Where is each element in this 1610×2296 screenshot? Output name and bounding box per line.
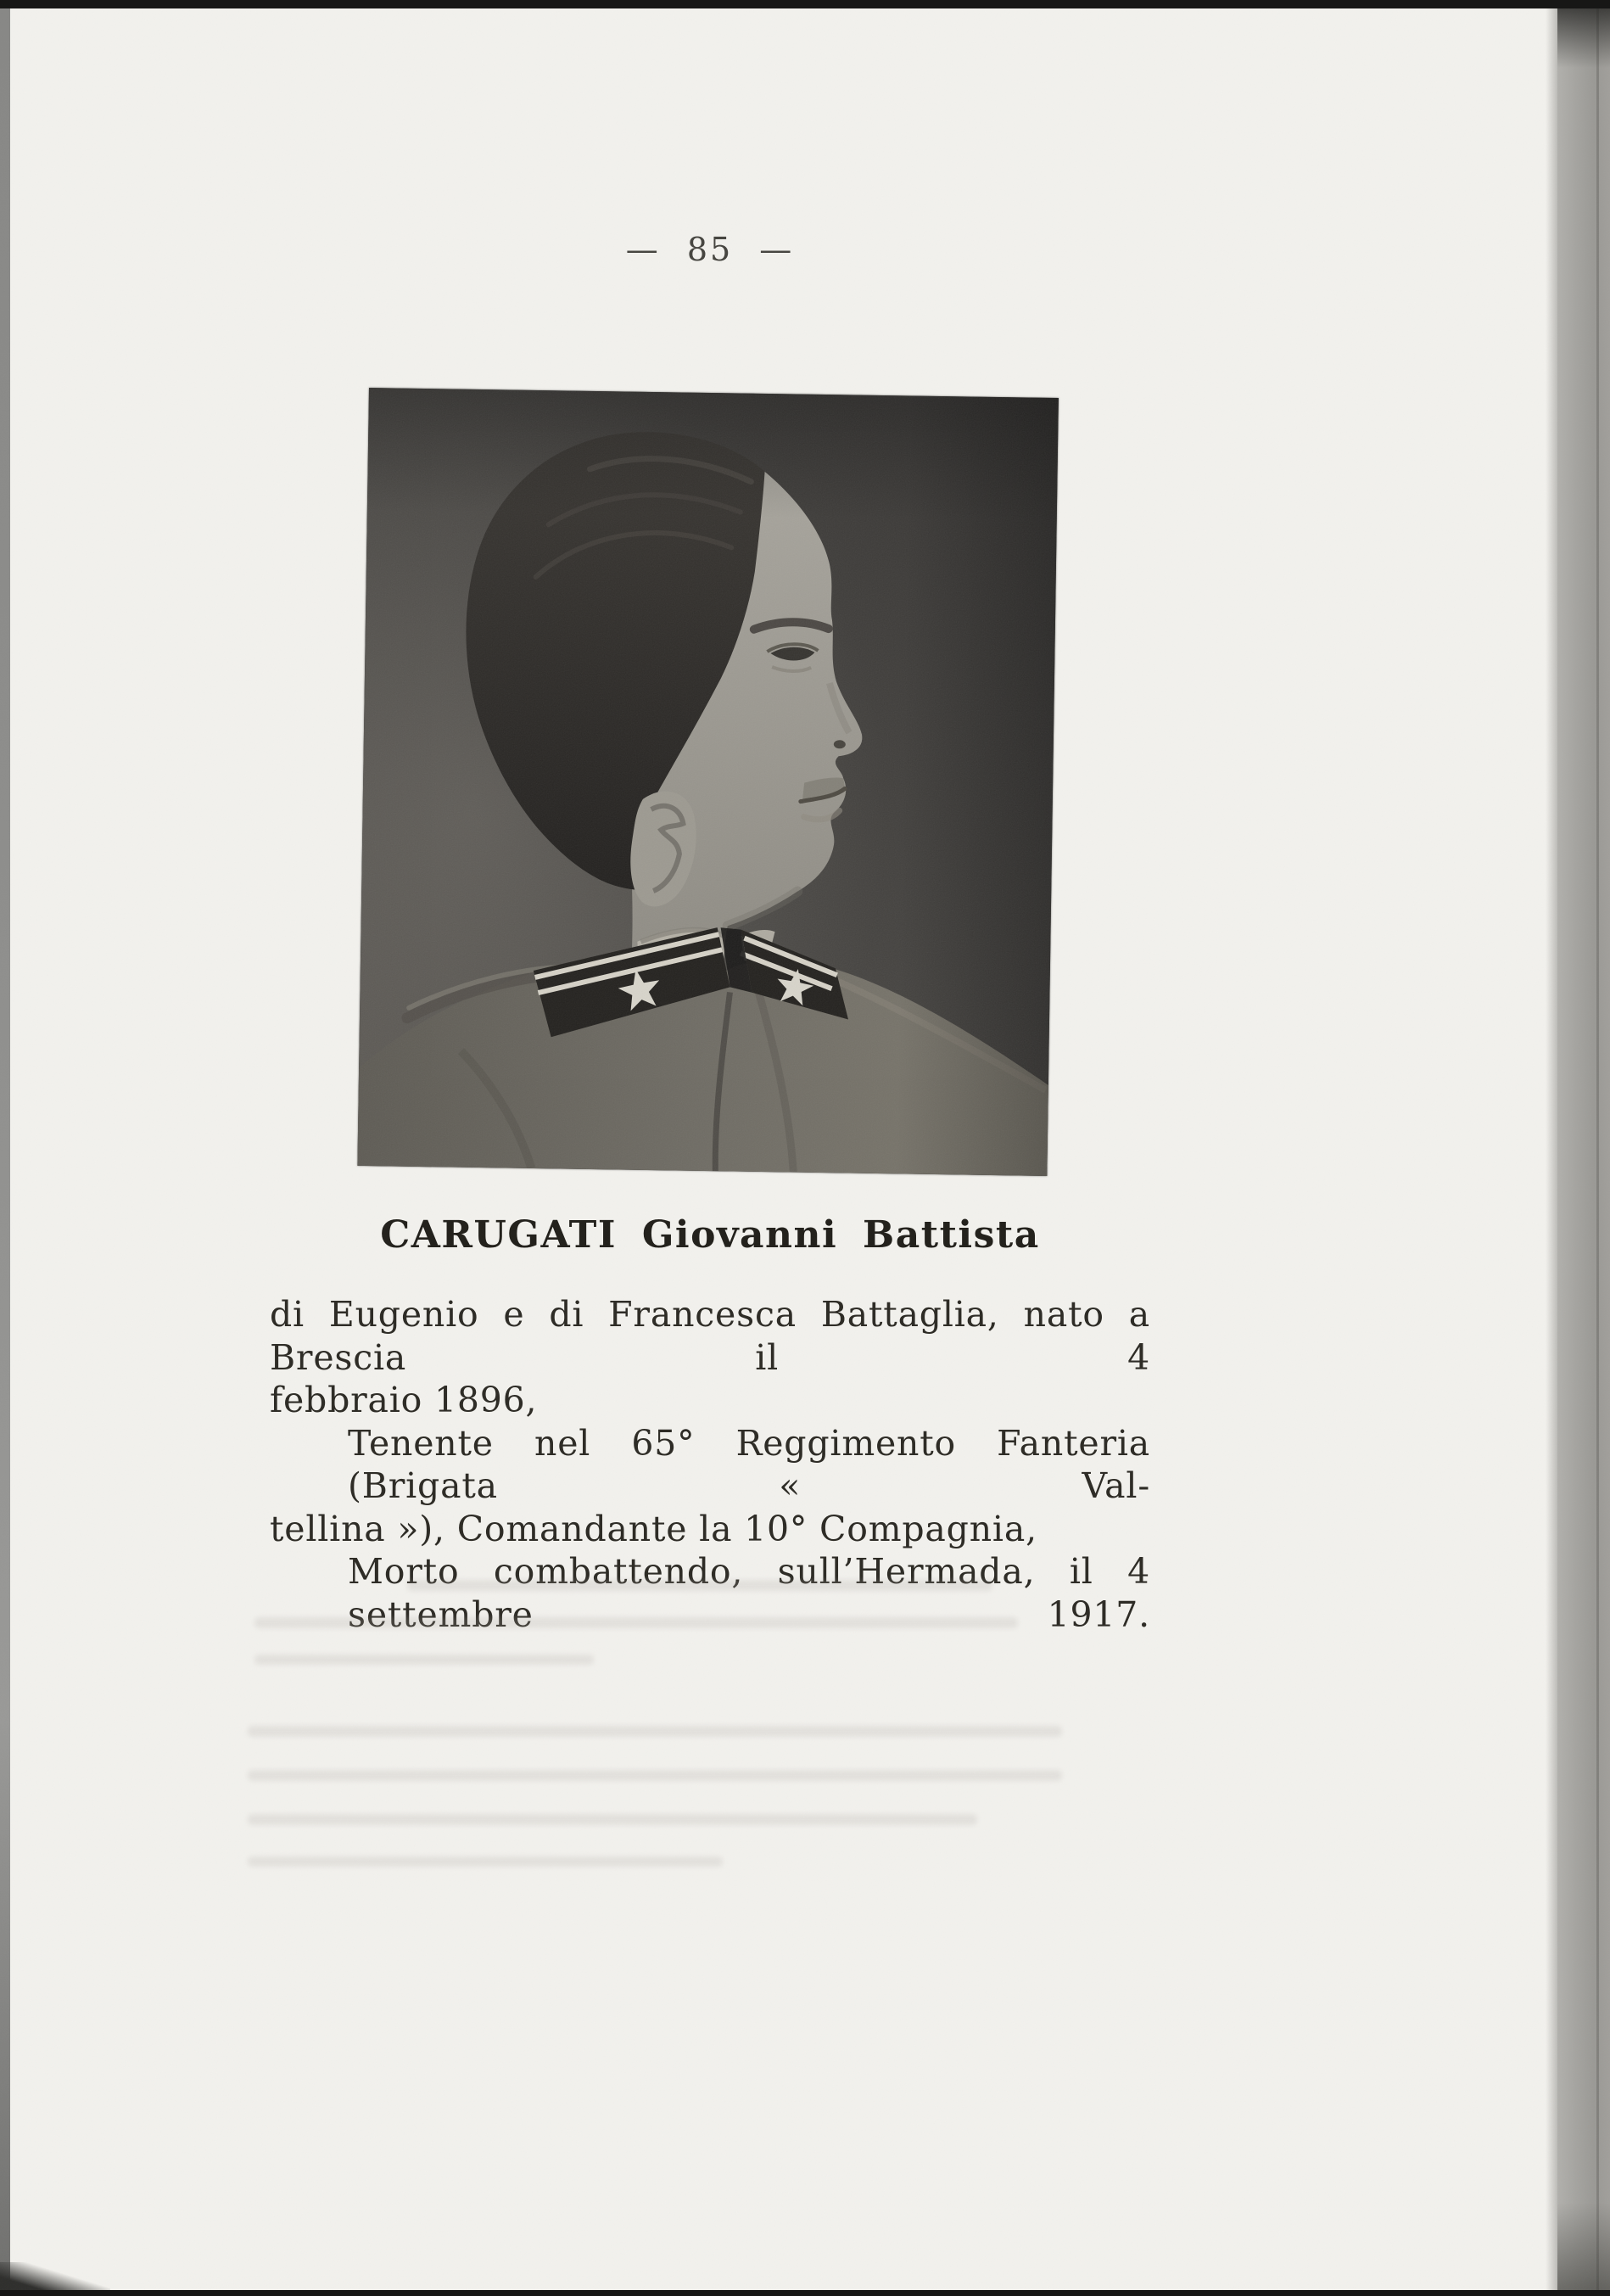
scan-edge-left [0, 0, 10, 2296]
portrait-illustration [357, 388, 1059, 1176]
bio-line: tellina »), Comandante la 10° Compagnia, [270, 1508, 1037, 1549]
casualty-name-heading: CARUGATI Giovanni Battista [380, 1213, 1040, 1257]
portrait-photo [357, 388, 1059, 1176]
fore-edge-line [1596, 0, 1599, 2296]
fore-edge-bottom-shadow [1557, 2203, 1610, 2296]
bio-line: di Eugenio e di Francesca Battaglia, nato a Brescia il 4 [270, 1294, 1150, 1378]
fore-edge-top-shadow [1557, 0, 1610, 68]
bio-line: febbraio 1896, [270, 1380, 538, 1420]
show-through-smudge [407, 1580, 992, 1591]
scan-edge-top [0, 0, 1610, 8]
book-fore-edge [1557, 0, 1610, 2296]
show-through-smudge [248, 1814, 977, 1825]
page-number: — 85 — [625, 231, 795, 268]
show-through-smudge [248, 1856, 723, 1867]
show-through-smudge [248, 1726, 1062, 1737]
bio-line: Tenente nel 65° Reggimento Fanteria (Brigata « Val- [348, 1422, 1150, 1506]
bio-line: Morto combattendo, sull’Hermada, il 4 settembre 1917. [348, 1551, 1150, 1635]
show-through-smudge [254, 1655, 594, 1665]
page-edge-shadow [1546, 0, 1557, 2296]
show-through-smudge [254, 1617, 1018, 1628]
scan-edge-bottom [0, 2290, 1610, 2296]
show-through-smudge [248, 1770, 1062, 1781]
